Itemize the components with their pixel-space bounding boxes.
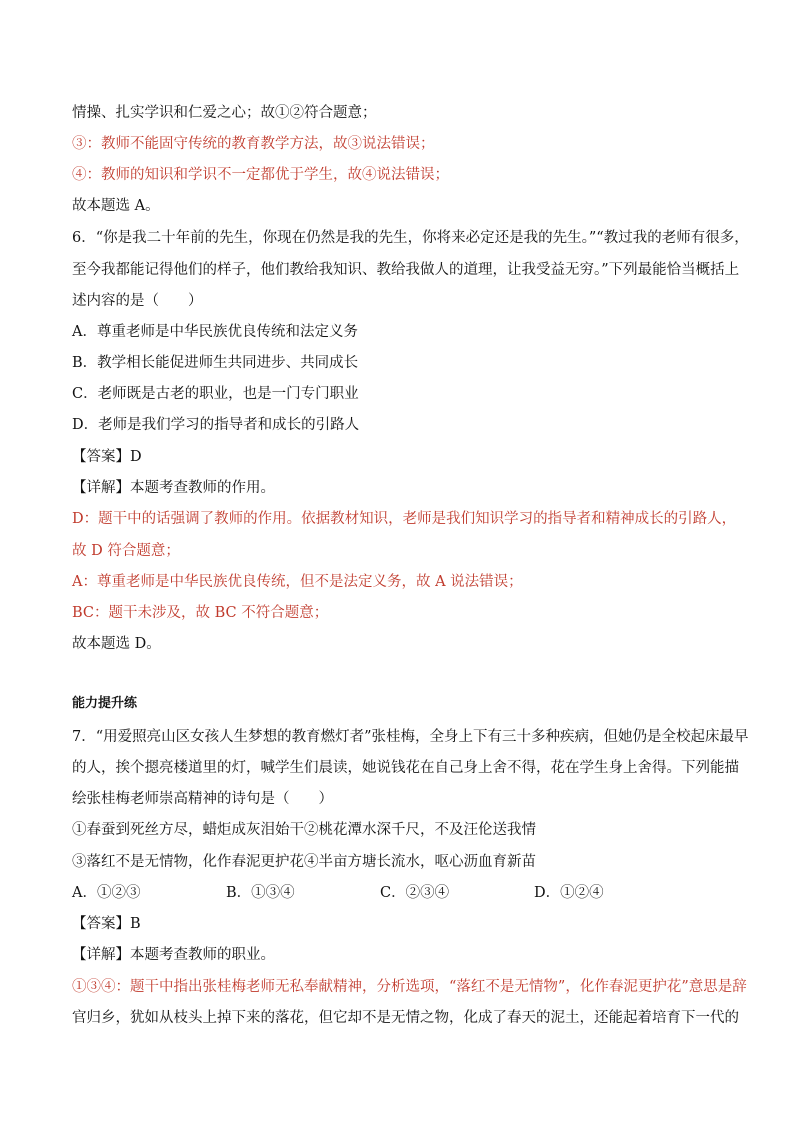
poem-line: ①春蚕到死丝方尽，蜡炬成灰泪始干②桃花潭水深千尺，不及汪伦送我情 bbox=[72, 822, 536, 838]
question-6-stem: 至今我都能记得他们的样子，他们教给我知识、教给我做人的道理，让我受益无穷。”下列最能恰当概括上 bbox=[72, 262, 740, 278]
text-line: 情操、扎实学识和仁爱之心；故①②符合题意； bbox=[72, 105, 377, 121]
question-7-stem: 绘张桂梅老师崇高精神的诗句是（ ） bbox=[72, 791, 333, 807]
text-line: ④：教师的知识和学识不一定都优于学生，故④说法错误； bbox=[72, 167, 449, 183]
option-a: A．①②③ bbox=[72, 885, 141, 901]
question-6-stem: 6．“你是我二十年前的先生，你现在仍然是我的先生，你将来必定还是我的先生。”“教过我的老师有很多， bbox=[72, 230, 749, 246]
option-d: D．老师是我们学习的指导者和成长的引路人 bbox=[72, 417, 360, 433]
option-c: C．②③④ bbox=[380, 885, 450, 901]
explanation-line: D：题干中的话强调了教师的作用。依据教材知识，老师是我们知识学习的指导者和精神成长的引路人， bbox=[72, 511, 737, 527]
question-6-stem: 述内容的是（ ） bbox=[72, 293, 203, 309]
option-c: C．老师既是古老的职业，也是一门专门职业 bbox=[72, 386, 359, 402]
text-line: 故本题选 A。 bbox=[72, 198, 160, 214]
explanation-line: BC：题干未涉及，故 BC 不符合题意； bbox=[72, 605, 329, 621]
option-b: B．教学相长能促进师生共同进步、共同成长 bbox=[72, 355, 359, 371]
poem-line: ③落红不是无情物，化作春泥更护花④半亩方塘长流水，呕心沥血育新苗 bbox=[72, 854, 536, 870]
explanation-line: A：尊重老师是中华民族优良传统，但不是法定义务，故 A 说法错误； bbox=[72, 574, 523, 590]
answer-label: 【答案】B bbox=[72, 916, 141, 932]
explanation-line: ①③④：题干中指出张桂梅老师无私奉献精神，分析选项，“落红不是无情物”，化作春泥更护花”意思是辞 bbox=[72, 979, 747, 995]
text-line: ③：教师不能固守传统的教育教学方法，故③说法错误； bbox=[72, 136, 435, 152]
explanation-line: 官归乡，犹如从枝头上掉下来的落花，但它却不是无情之物，化成了春天的泥土，还能起着培育下一代的 bbox=[72, 1010, 739, 1026]
option-a: A．尊重老师是中华民族优良传统和法定义务 bbox=[72, 324, 358, 340]
text-line: 故本题选 D。 bbox=[72, 636, 161, 652]
question-7-stem: 的人，挨个摁亮楼道里的灯，喊学生们晨读，她说钱花在自己身上舍不得，花在学生身上舍得。下列能描 bbox=[72, 760, 739, 776]
option-d: D．①②④ bbox=[534, 885, 604, 901]
explanation-label: 【详解】本题考查教师的职业。 bbox=[72, 947, 275, 963]
explanation-line: 故 D 符合题意； bbox=[72, 543, 180, 559]
question-7-stem: 7．“用爱照亮山区女孩人生梦想的教育燃灯者”张桂梅，全身上下有三十多种疾病，但她仍是全校起床最早 bbox=[72, 729, 749, 745]
section-heading: 能力提升练 bbox=[72, 696, 138, 711]
explanation-label: 【详解】本题考查教师的作用。 bbox=[72, 480, 275, 496]
option-b: B．①③④ bbox=[226, 885, 295, 901]
answer-label: 【答案】D bbox=[72, 449, 142, 465]
